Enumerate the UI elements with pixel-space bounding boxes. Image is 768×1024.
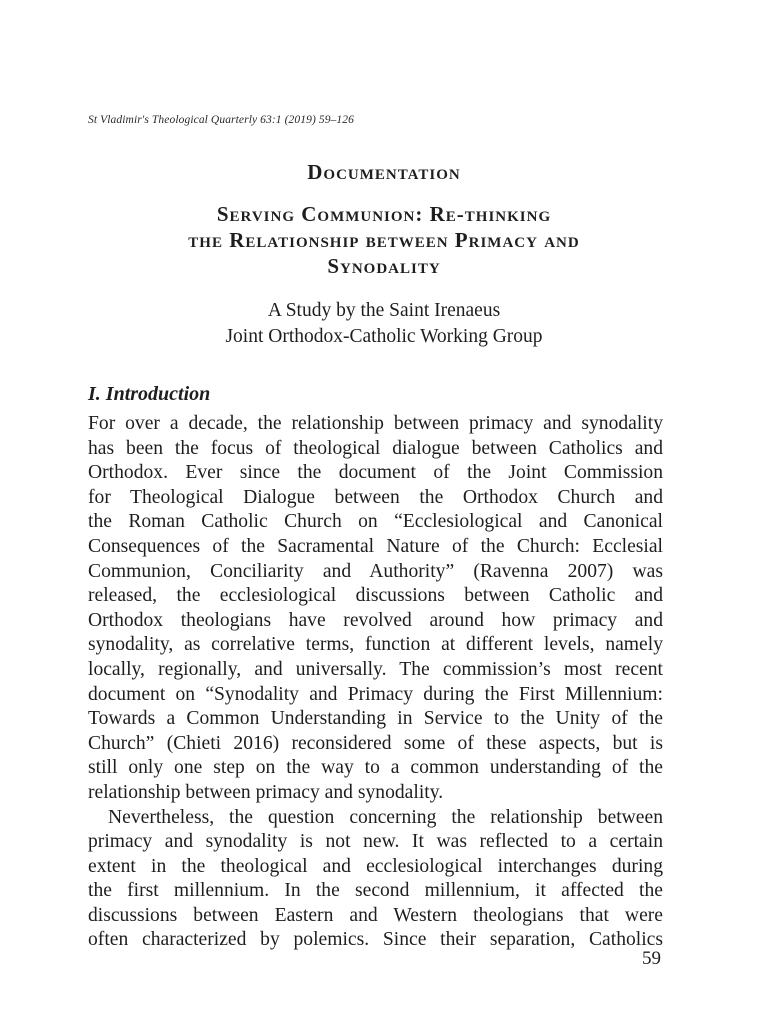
text-line: extent in the theological and ecclesiological interchanges during [88,855,663,877]
text-line: synodality, as correlative terms, function at different levels, namely [88,634,663,656]
text-line: the Roman Catholic Church on “Ecclesiological and Canonical [88,511,663,533]
text-line: Church” (Chieti 2016) reconsidered some of these aspects, but is [88,732,663,754]
text-line: Communion, Conciliarity and Authority” (Ravenna 2007) was [88,560,663,582]
text-line: locally, regionally, and universally. The commission’s most recent [88,658,663,680]
title-line: Serving Communion: Re-thinking [216,202,552,226]
text-line: Consequences of the Sacramental Nature of the Church: Ecclesial [88,535,663,557]
text-line: Orthodox theologians have revolved around how primacy and [88,609,663,631]
title-line: Synodality [327,254,441,278]
text-line: document on “Synodality and Primacy during the First Millennium: [88,683,663,705]
section-label: Documentation [307,160,461,184]
running-head: St Vladimir's Theological Quarterly 63:1 (2019) 59–126 [88,114,354,126]
page-number: 59 [642,948,661,969]
byline-line: A Study by the Saint Irenaeus [267,300,501,321]
text-line: discussions between Eastern and Western theologians that were [88,904,663,926]
text-line: relationship between primacy and synodality. [88,781,444,803]
text-line: still only one step on the way to a common understanding of the [88,757,663,779]
text-line: primacy and synodality is not new. It was reflected to a certain [88,831,663,853]
text-line: has been the focus of theological dialogue between Catholics and [88,437,663,459]
text-line: for Theological Dialogue between the Orthodox Church and [88,486,663,508]
body-text [88,412,663,953]
text-line: For over a decade, the relationship between primacy and synodality [88,413,663,434]
byline [0,298,768,350]
text-line: often characterized by polemics. Since their separation, Catholics [88,929,663,951]
document-title [84,201,684,279]
byline-line: Joint Orthodox-Catholic Working Group [225,326,543,347]
text-line: released, the ecclesiological discussions between Catholic and [88,585,663,607]
text-line: Towards a Common Understanding in Service to the Unity of the [88,708,663,730]
text-line: Orthodox. Ever since the document of the Joint Commission [88,462,663,484]
text-line: the first millennium. In the second millennium, it affected the [88,880,663,902]
title-line: the Relationship between Primacy and [188,228,580,252]
paragraph-2 [88,806,663,954]
text-line: Nevertheless, the question concerning the relationship between [108,806,663,828]
paragraph-1 [88,412,663,806]
section-heading: I. Introduction [88,383,211,405]
